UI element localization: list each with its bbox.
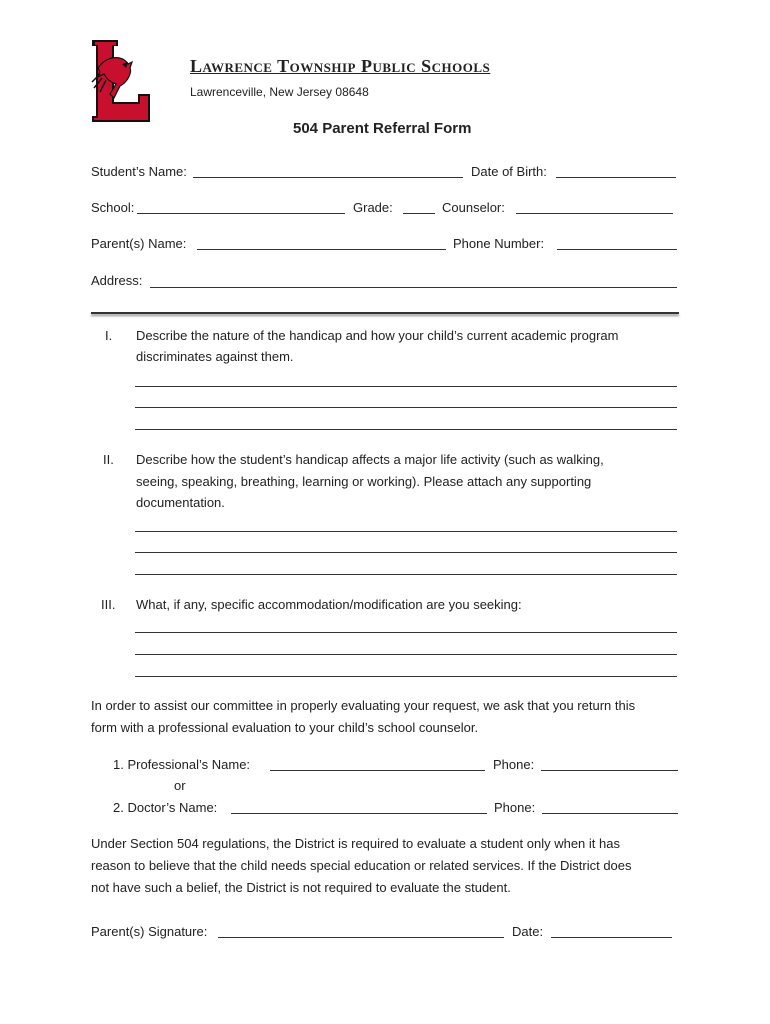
evaluation-intro-line: form with a professional evaluation to your child’s school counselor. <box>91 720 479 735</box>
section504-line: not have such a belief, the District is not required to evaluate the student. <box>91 880 511 895</box>
school-logo <box>88 38 154 124</box>
doctor-name-label: 2. Doctor’s Name: <box>113 800 218 815</box>
evaluation-intro-line: In order to assist our committee in properly evaluating your request, we ask that you return this <box>91 698 636 713</box>
answer-line[interactable] <box>135 429 677 430</box>
professional-name-field[interactable] <box>270 756 485 771</box>
doctor-name-field[interactable] <box>231 799 487 814</box>
phone-number-field[interactable] <box>557 235 677 250</box>
answer-line[interactable] <box>135 407 677 408</box>
counselor-label: Counselor: <box>442 200 505 215</box>
cardinal-l-logo-icon <box>88 38 154 124</box>
form-title: 504 Parent Referral Form <box>293 120 472 137</box>
professional-phone-label: Phone: <box>493 757 535 772</box>
dob-field[interactable] <box>556 163 676 178</box>
question-text-line: Describe the nature of the handicap and how your child’s current academic program <box>136 328 619 343</box>
doctor-phone-label: Phone: <box>494 800 536 815</box>
professional-name-label: 1. Professional’s Name: <box>113 757 251 772</box>
address-label: Address: <box>91 273 143 288</box>
answer-line[interactable] <box>135 654 677 655</box>
student-name-label: Student’s Name: <box>91 164 187 179</box>
school-name: Lawrence Township Public Schools <box>190 56 491 76</box>
parents-name-field[interactable] <box>197 235 446 250</box>
student-name-field[interactable] <box>193 163 463 178</box>
professional-phone-field[interactable] <box>541 756 678 771</box>
signature-date-label: Date: <box>512 924 544 939</box>
or-text: or <box>174 778 186 793</box>
question-text-line: documentation. <box>136 495 225 510</box>
parents-name-label: Parent(s) Name: <box>91 236 187 251</box>
dob-label: Date of Birth: <box>471 164 547 179</box>
section-divider <box>91 312 679 314</box>
answer-line[interactable] <box>135 386 677 387</box>
answer-line[interactable] <box>135 676 677 677</box>
question-number: III. <box>101 597 116 612</box>
question-text-line: discriminates against them. <box>136 349 294 364</box>
question-number: II. <box>103 452 114 467</box>
answer-line[interactable] <box>135 632 677 633</box>
signature-date-field[interactable] <box>551 923 672 938</box>
answer-line[interactable] <box>135 574 677 575</box>
signature-label: Parent(s) Signature: <box>91 924 208 939</box>
school-address: Lawrenceville, New Jersey 08648 <box>190 85 369 99</box>
answer-line[interactable] <box>135 531 677 532</box>
counselor-field[interactable] <box>516 199 673 214</box>
school-field[interactable] <box>137 199 345 214</box>
address-field[interactable] <box>150 273 677 288</box>
question-text-line: What, if any, specific accommodation/modification are you seeking: <box>136 597 522 612</box>
question-text-line: Describe how the student’s handicap affects a major life activity (such as walking, <box>136 452 604 467</box>
question-text-line: seeing, speaking, breathing, learning or working). Please attach any supporting <box>136 474 592 489</box>
doctor-phone-field[interactable] <box>542 799 678 814</box>
signature-field[interactable] <box>218 923 504 938</box>
phone-number-label: Phone Number: <box>453 236 545 251</box>
school-label: School: <box>91 200 135 215</box>
answer-line[interactable] <box>135 552 677 553</box>
grade-field[interactable] <box>403 199 435 214</box>
question-number: I. <box>105 328 113 343</box>
section504-line: reason to believe that the child needs special education or related services. If the District does <box>91 858 632 873</box>
section504-line: Under Section 504 regulations, the District is required to evaluate a student only when it has <box>91 836 620 851</box>
grade-label: Grade: <box>353 200 393 215</box>
